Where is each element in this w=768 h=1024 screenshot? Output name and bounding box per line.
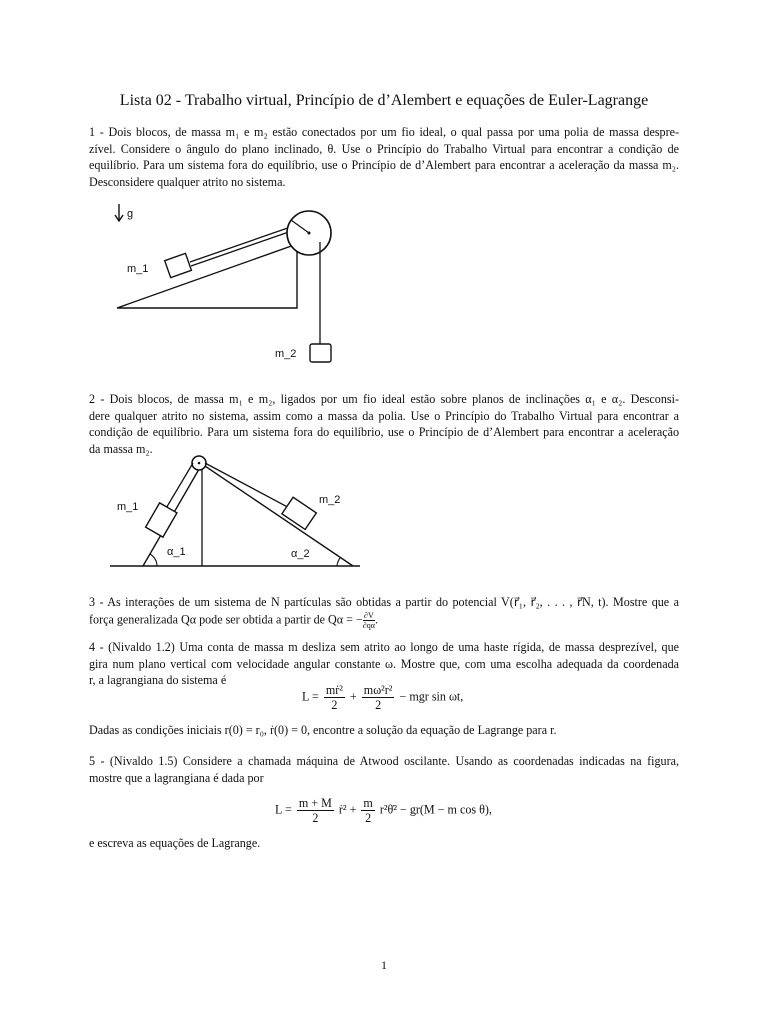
problem-4-line: gira num plano vertical com velocidade angular constante ω. Mostre que, com uma escolha adequada da coordenada	[89, 656, 679, 671]
incline-plane	[117, 244, 297, 308]
block-m2	[310, 344, 331, 362]
problem-4-line: 4 - (Nivaldo 1.2) Uma conta de massa m desliza sem atrito ao longo de uma haste rígida, de massa desprezível, que	[89, 640, 679, 654]
problem-2-line: condição de equilíbrio. Para um sistema fora do equilíbrio, use o Princípio de d’Alembert para encontrar a aceleração	[89, 425, 679, 440]
problem-4-text	[89, 639, 679, 689]
problem-5-line: mostre que a lagrangiana é dada por	[89, 770, 264, 785]
label-alpha2: α_2	[291, 548, 310, 560]
problem-5-line: 5 - (Nivaldo 1.5) Considere a chamada máquina de Atwood oscilante. Usando as coordenadas indicadas na figura,	[89, 754, 679, 768]
problem-1-text	[89, 124, 679, 190]
problem-4-conditions: Dadas as condições iniciais r(0) = r₀, ṙ(0) = 0, encontre a solução da equação de Lagrange para r.	[89, 723, 557, 737]
page-number: 1	[381, 958, 387, 972]
problem-2-line: dere qualquer atrito no sistema, assim como a massa da polia. Use o Princípio do Trabalho Virtual para encontrar a	[89, 408, 679, 423]
block-m1	[165, 253, 192, 277]
problem-4-line: r, a lagrangiana do sistema é	[89, 673, 227, 688]
label-alpha1: α_1	[167, 546, 186, 558]
problem-3-text	[89, 594, 679, 630]
problem-2-line: 2 - Dois blocos, de massa m₁ e m₂, ligados por um fio ideal estão sobre planos de inclinações α₁ e α₂. Desconsi-	[89, 392, 679, 406]
figure-2-double-incline	[105, 452, 365, 572]
problem-1-line: equilíbrio. Para um sistema fora do equilíbrio, use o Princípio de d’Alembert para encontrar a aceleração da massa m₂.	[89, 158, 679, 173]
problem-2-line: da massa m₂.	[89, 441, 153, 456]
label-m1: m_1	[127, 263, 149, 275]
gravity-label: g	[127, 208, 134, 220]
problem-5-text	[89, 753, 679, 786]
problem-3-line: 3 - As interações de um sistema de N partículas são obtidas a partir do potencial V(r⃗₁, r⃗₂, . . . , r⃗N, t). Mostre que a	[89, 595, 679, 609]
label-m2: m_2	[275, 348, 297, 360]
partial-derivative-fraction: $\frac{\partial V}{\partial q\alpha}$	[362, 610, 375, 630]
problem-3-line: força generalizada Qα pode ser obtida a partir de Qα = − $\frac{\partial V}{\partial q\alpha}$ .	[89, 610, 378, 630]
angle-arc-a2	[337, 558, 340, 566]
problem-2-text	[89, 391, 679, 457]
angle-arc-a1	[150, 554, 157, 566]
problem-1-line: zível. Considere o ângulo do plano inclinado, θ. Use o Princípio do Trabalho Virtual para encontrar a condição de	[89, 141, 679, 156]
problem-3-text-pre: força generalizada Qα pode ser obtida a partir de Qα = −	[89, 611, 363, 626]
figure-1-incline-pulley	[105, 196, 350, 371]
problem-1-line: Desconsidere qualquer atrito no sistema.	[89, 174, 286, 189]
block-m2	[282, 497, 316, 529]
problem-5-instruction: e escreva as equações de Lagrange.	[89, 836, 261, 850]
label-m2: m_2	[319, 494, 341, 506]
lagrangian-equation-5: L = $\frac{m + M}{2}$ ṙ² + $\frac{m}{2}$ r²θ̇² − gr(M − m cos θ),	[275, 796, 492, 825]
page-title: Lista 02 - Trabalho virtual, Princípio de d’Alembert e equações de Euler-Lagrange	[119, 92, 649, 109]
label-m1: m_1	[117, 501, 139, 513]
rope-right	[205, 463, 295, 511]
problem-1-line: 1 - Dois blocos, de massa m₁ e m₂ estão conectados por um fio ideal, o qual passa por uma polia de massa despre-	[89, 125, 679, 139]
gravity-arrow-icon	[115, 204, 123, 221]
lagrangian-equation-4: L = $\frac{\text{mṙ²}}{2}$ + $\frac{\text{mω²r²}}{2}$ − mgr sin ωt,	[302, 683, 464, 712]
block-m1	[146, 503, 177, 537]
